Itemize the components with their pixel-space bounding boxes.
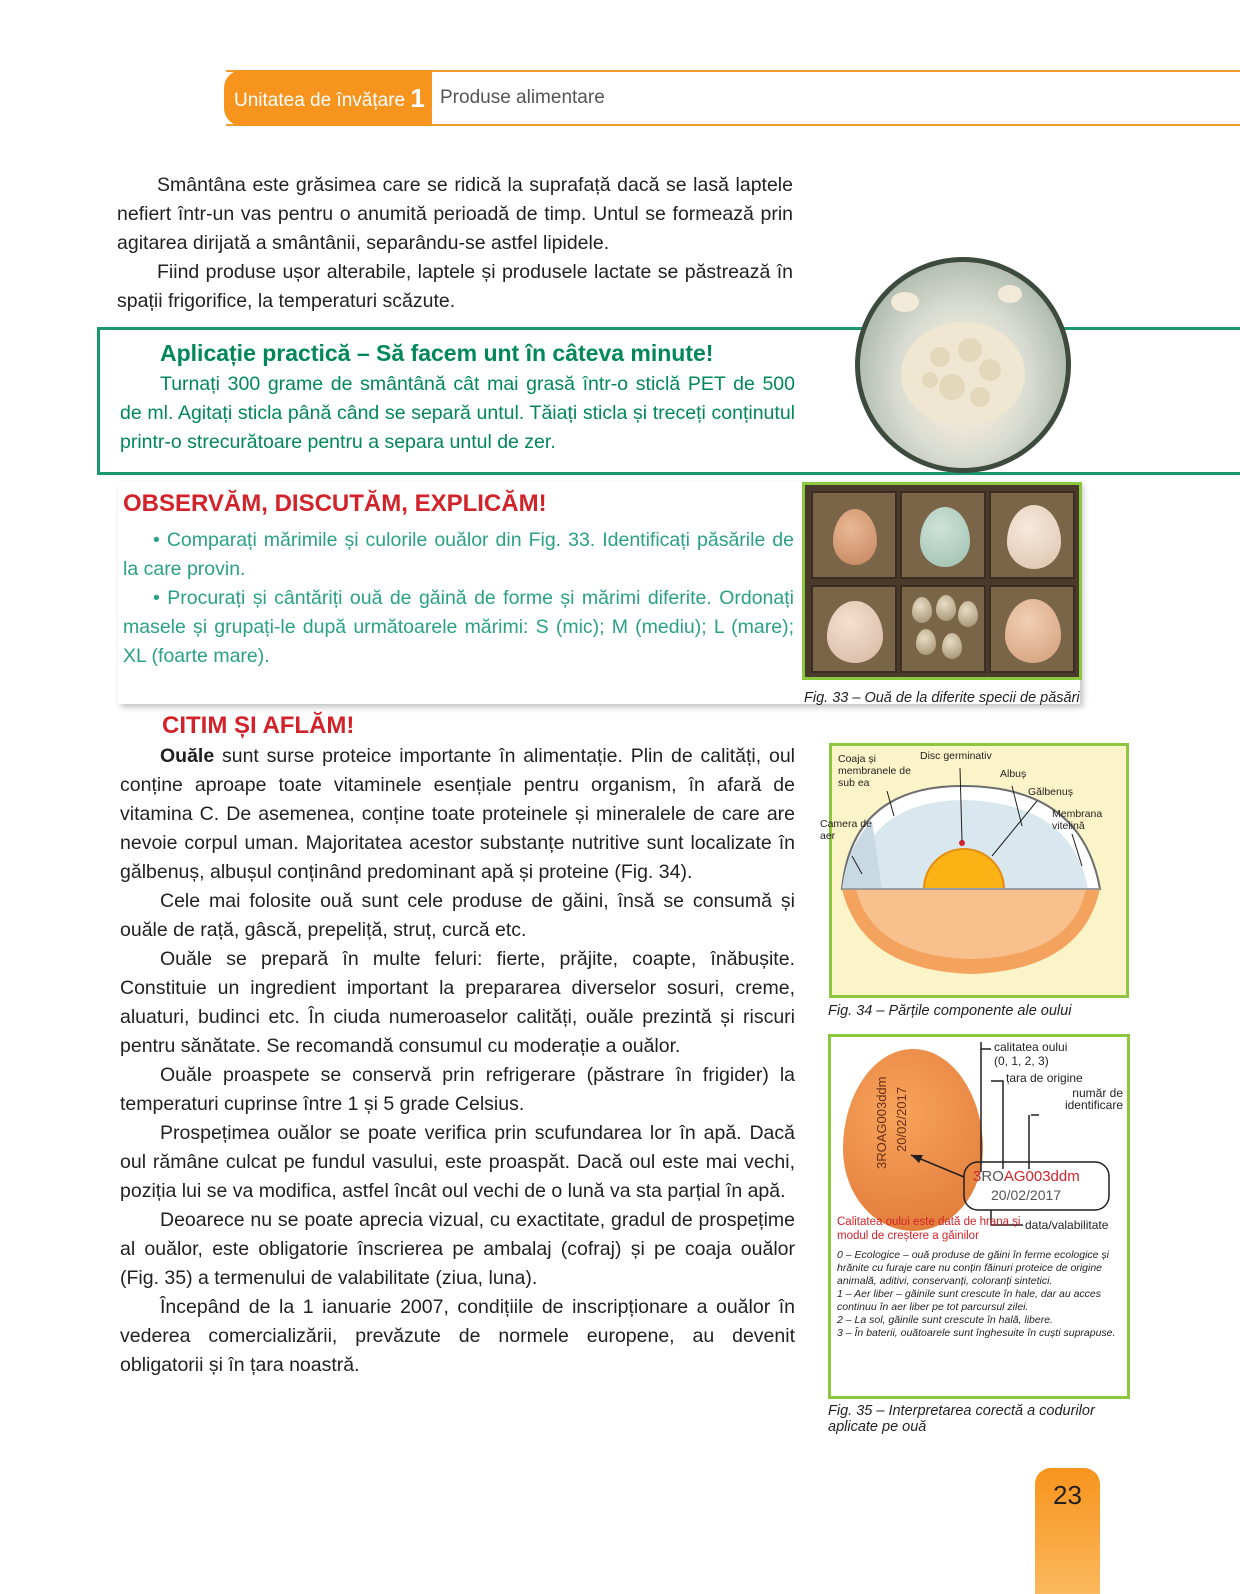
crate-cell [811,585,897,673]
practice-text: Turnați 300 grame de smântână cât mai grasă într-o sticlă PET de 500 de ml. Agitați sticla până când se separă untul. Tăiați sticla și treceți conținutul printr-o strecurătoare pentru a separa untul de zer. [120,373,795,453]
quail-egg [942,633,962,659]
crate-cell [900,491,986,579]
quality-note-3: 3 – În baterii, ouătoarele sunt înghesuite în cuști suprapuse. [837,1327,1116,1339]
read-paragraph-7: Începând de la 1 ianuarie 2007, condițiile de inscripționare a ouălor în vederea comercializării, prevăzute de normele europene, au devenit obligatorii și în țara noastră. [120,1296,795,1376]
intro-paragraph-2: Fiind produse ușor alterabile, laptele și produsele lactate se păstrează în spații frigorifice, la temperaturi scăzute. [117,261,793,312]
quail-egg [912,597,932,623]
cream-egg [1007,505,1061,569]
read-learn-title: CITIM ȘI AFLĂM! [162,712,355,739]
quality-note-title: Calitatea oului este dată de hrana și modul de creștere a găinilor [837,1216,1021,1242]
practice-title: Aplicație practică – Să facem unt în câteva minute! [160,340,714,366]
label-quality-values: (0, 1, 2, 3) [994,1054,1049,1068]
read-paragraph-2: Cele mai folosite ouă sunt cele produse de găini, însă se consumă și ouăle de rață, gâscă, prepeliță, struț, curcă etc. [120,890,795,941]
eggs-term: Ouăle [160,745,215,767]
quality-note-1: 1 – Aer liber – găinile sunt crescute în hale, dar au acces continuu în aer liber pe tot parcursul zilei. [837,1288,1102,1313]
label-yolk: Gălbenuș [1028,786,1073,798]
read-paragraph-6: Deoarece nu se poate aprecia vizual, cu exactitate, gradul de prospețime al ouălor, este obligatorie înscrierea pe ambalaj (cofraj) și pe coaja ouălor (Fig. 35) a termenului de valabilitate (ziua, luna). [120,1209,795,1289]
quality-note-2: 2 – La sol, găinile sunt crescute în hală, libere. [837,1314,1053,1326]
fig34-caption: Fig. 34 – Părțile componente ale oului [828,1003,1072,1019]
crate-cell [989,491,1075,579]
pale-egg [827,601,883,663]
label-vitelline-membrane: Membrana vitelină [1052,808,1103,832]
egg-stamp-date: 20/02/2017 [894,1086,909,1152]
egg-crate-photo [802,482,1082,680]
label-egg-quality: calitatea oului [994,1040,1068,1054]
label-germinal-disc: Disc germinativ [920,750,992,762]
enlarged-code [973,1168,1080,1185]
observe-item-2: • Procurați și cântăriți ouă de găină de forme și mărimi diferite. Ordonați masele și grupați-le după următoarele mărimi: S (mic); M (mediu); L (mare); XL (foarte mare). [123,587,794,667]
read-paragraph-3: Ouăle se prepară în multe feluri: fierte, prăjite, coapte, înăbușite. Constituie un ingredient important la prepararea diverselor sosuri, creme, aluaturi, budinci etc. În ciuda numeroaselor calități, ouăle prezintă și riscuri pentru sănătate. Se recomandă consumul cu moderație a ouălor. [120,948,795,1057]
label-identification-number: număr de identificare [1064,1086,1123,1112]
observe-text [123,526,794,671]
unit-label: Unitatea de învățare [234,90,406,111]
page-number-tab [1035,1468,1100,1594]
intro-text [117,171,793,316]
label-egg-white: Albuș [1000,768,1027,780]
quail-egg [916,629,936,655]
unit-number: 1 [410,83,425,113]
green-egg [920,507,970,567]
label-air-cell: Camera de aer [820,818,872,842]
butter-illustration [860,262,1066,468]
egg-stamp-code: 3ROAG003ddm [874,1076,889,1169]
chapter-title: Produse alimentare [440,87,605,108]
peach-egg [1005,599,1061,663]
fig33-caption: Fig. 33 – Ouă de la diferite specii de păsări [804,690,1080,706]
quail-egg [936,595,956,621]
code-id: AG003ddm [1003,1168,1080,1185]
egg-anatomy-diagram [820,743,1129,998]
observe-item-1: • Comparați mărimile și culorile ouălor din Fig. 33. Identificați păsările de la care provin. [123,529,794,580]
read-paragraph-5: Prospețimea ouălor se poate verifica prin scufundarea lor în apă. Dacă oul rămâne culcat pe fundul vasului, este proaspăt. Dacă oul este mai vechi, poziția lui se va modifica, astfel încât oul vechi de o lună va sta parțial în apă. [120,1122,795,1202]
brown-egg [833,509,877,565]
code-country: RO [981,1168,1004,1185]
intro-paragraph-1: Smântâna este grăsimea care se ridică la suprafață dacă se lasă laptele nefiert într-un vas pentru o anumită perioadă de timp. Untul se formează prin agitarea dirijată a smântânii, separându-se astfel lipidele. [117,174,793,254]
quality-notes [837,1249,1119,1340]
page-number: 23 [1053,1480,1082,1510]
crate-cell [811,491,897,579]
code-quality-digit: 3 [973,1168,982,1185]
crate-cell [989,585,1075,673]
fig35-caption: Fig. 35 – Interpretarea corectă a codurilor aplicate pe ouă [828,1403,1095,1435]
read-paragraph-1-body: sunt surse proteice importante în alimentație. Plin de calități, oul conține aproape toate vitaminele esențiale pentru organism, în afară de vitamina C. De asemenea, conține toate proteinele și mineralele de care are nevoie corpul uman. Majoritatea acestor substanțe nutritive sunt localizate în gălbenuș, albușul conținând predominant apă și proteine (Fig. 34). [120,745,795,883]
butter-photo [855,257,1071,473]
quail-egg [958,601,978,627]
enlarged-date: 20/02/2017 [991,1187,1062,1203]
quality-note-0: 0 – Ecologice – ouă produse de găini în ferme ecologice și hrănite cu furaje care nu conțin făinuri proteice de origine animală, aditivi, conservanți, coloranți sintetici. [837,1249,1110,1287]
unit-badge [224,70,432,126]
label-expiry-date: data/valabilitate [1025,1218,1109,1232]
crate-cell [900,585,986,673]
observe-title: OBSERVĂM, DISCUTĂM, EXPLICĂM! [123,490,547,517]
read-learn-text [120,742,795,1380]
read-paragraph-1 [120,742,795,887]
code-pointer-lines [831,1037,1127,1237]
egg-code-diagram [828,1034,1130,1399]
read-paragraph-4: Ouăle proaspete se conservă prin refrigerare (păstrare în frigider) la temperaturi cuprinse între 1 și 5 grade Celsius. [120,1064,795,1115]
label-country-of-origin: țara de origine [1006,1071,1083,1085]
label-shell: Coaja și membranele de sub ea [838,753,911,789]
